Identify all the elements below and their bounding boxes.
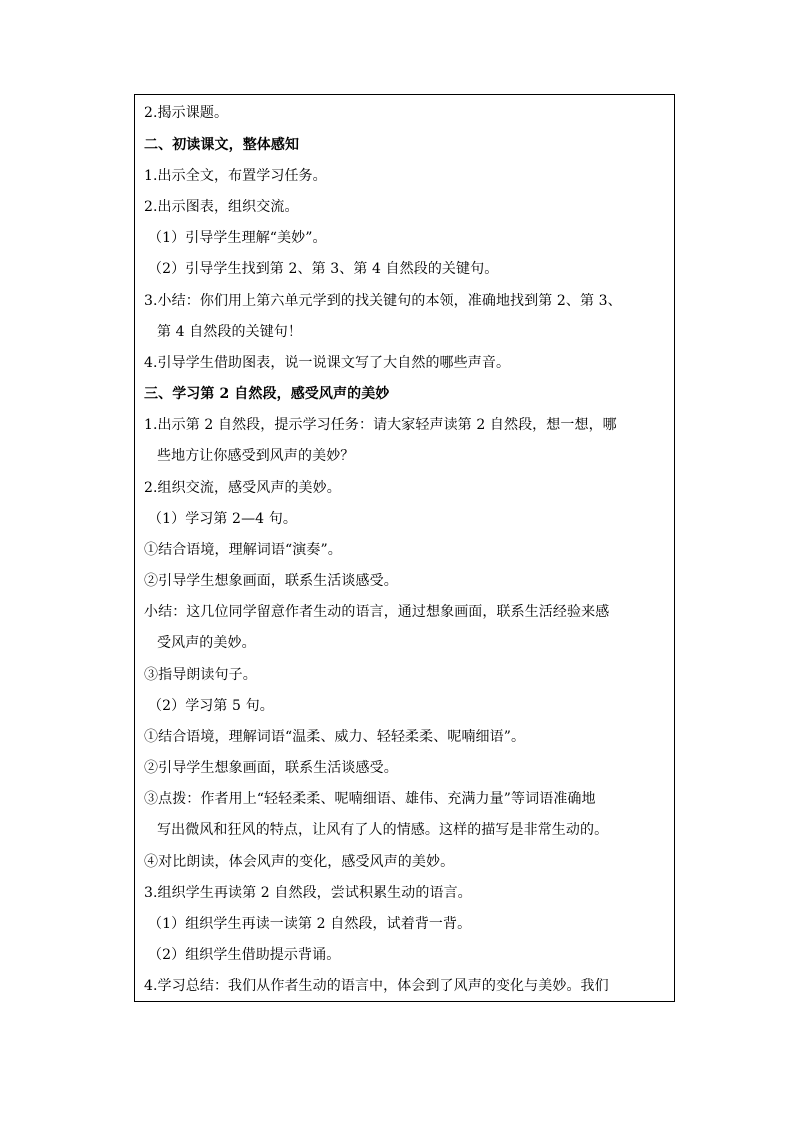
text-line: （2）引导学生找到第 2、第 3、第 4 自然段的关键句。	[148, 261, 499, 277]
text-line: （1）引导学生理解“美妙”。	[148, 230, 327, 246]
text-line: （1）组织学生再读一读第 2 自然段，试着背一背。	[148, 916, 472, 932]
text-line: ③点拨：作者用上“轻轻柔柔、呢喃细语、雄伟、充满力量”等词语准确地	[144, 791, 596, 807]
text-line: ②引导学生想象画面，联系生活谈感受。	[144, 573, 398, 589]
text-line: ①结合语境，理解词语“演奏”。	[144, 542, 342, 558]
text-line: 受风声的美妙。	[157, 635, 256, 651]
section-heading: 二、初读课文，整体感知	[144, 137, 300, 153]
text-line: （2）组织学生借助提示背诵。	[148, 947, 341, 963]
text-line: （1）学习第 2—4 句。	[148, 511, 297, 527]
text-line: 3.小结：你们用上第六单元学到的找关键句的本领，准确地找到第 2、第 3、	[144, 293, 622, 309]
section-heading: 三、学习第 2 自然段，感受风声的美妙	[144, 386, 390, 402]
text-line: 2.组织交流，感受风声的美妙。	[144, 480, 341, 496]
text-line: ③指导朗读句子。	[144, 667, 257, 683]
text-line: 4.引导学生借助图表，说一说课文写了大自然的哪些声音。	[144, 355, 511, 371]
text-line: 2.出示图表，组织交流。	[144, 199, 299, 215]
text-line: 1.出示全文，布置学习任务。	[144, 168, 327, 184]
text-line: ②引导学生想象画面，联系生活谈感受。	[144, 760, 398, 776]
text-line: 2.揭示课题。	[144, 105, 229, 121]
text-line: 3.组织学生再读第 2 自然段，尝试积累生动的语言。	[144, 885, 472, 901]
text-line: 1.出示第 2 自然段，提示学习任务：请大家轻声读第 2 自然段，想一想，哪	[144, 417, 617, 433]
text-line: ④对比朗读，体会风声的变化，感受风声的美妙。	[144, 854, 455, 870]
text-line: 写出微风和狂风的特点，让风有了人的情感。这样的描写是非常生动的。	[157, 822, 609, 838]
text-line: 些地方让你感受到风声的美妙？	[157, 448, 355, 464]
text-line: 小结：这几位同学留意作者生动的语言，通过想象画面，联系生活经验来感	[144, 604, 610, 620]
text-line: （2）学习第 5 句。	[148, 698, 274, 714]
text-line: ①结合语境，理解词语“温柔、威力、轻轻柔柔、呢喃细语”。	[144, 729, 526, 745]
text-line: 4.学习总结：我们从作者生动的语言中，体会到了风声的变化与美妙。我们	[144, 978, 609, 994]
text-line: 第 4 自然段的关键句！	[157, 324, 303, 340]
